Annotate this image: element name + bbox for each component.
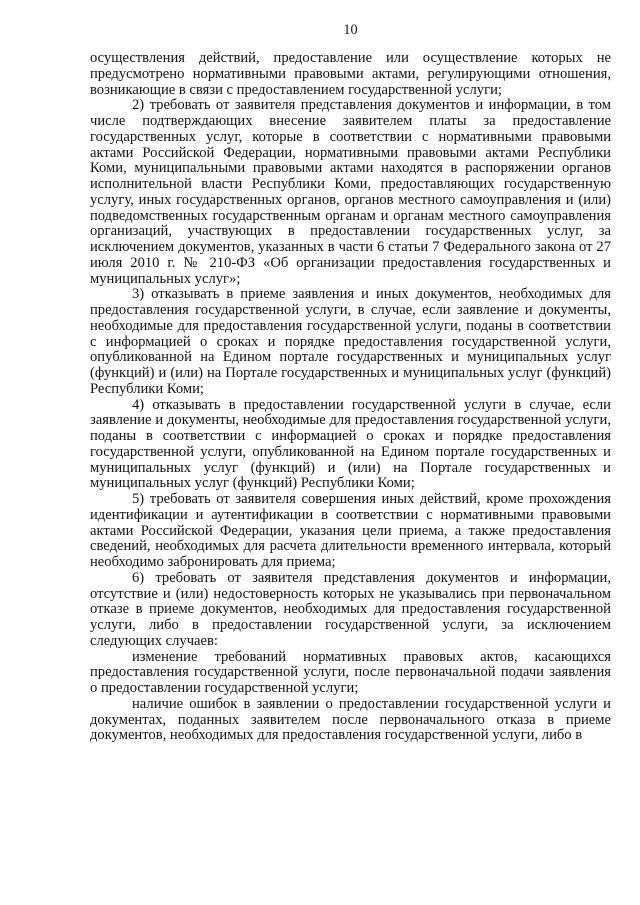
paragraph: осуществления действий, предоставление или осуществление которых не предусмотрено нормативными правовыми актами, регулирующими отношения, возникающие в связи с предоставлением государственной услуги; [90, 50, 611, 98]
paragraph: 6) требовать от заявителя представления документов и информации, отсутствие и (или) недостоверность которых не указывались при первоначальном отказе в приеме документов, необходимых для предоставления государственной услуги, либо в предоставлении государственной услуги, за исключением следующих случаев: [90, 569, 611, 649]
paragraph: 2) требовать от заявителя представления документов и информации, в том числе подтверждающих внесение заявителем платы за предоставление государственных услуг, которые в соответствии с нормативными правовыми актами Российской Федерации, нормативными правовыми актами Республики Коми, муниципальными правовыми актами находятся в распоряжении органов исполнительной власти Республики Коми, предоставляющих государственную услугу, иных государственных органов, органов местного самоуправления и (или) подведомственных государственным органам и органам местного самоуправления организаций, участвующих в предоставлении государственных услуг, за исключением документов, указанных в части 6 статьи 7 Федерального закона от 27 июля 2010 г. № 210-ФЗ «Об организации предоставления государственных и муниципальных услуг»; [90, 97, 611, 287]
document-page [90, 22, 611, 744]
document-body [90, 51, 611, 744]
paragraph: 5) требовать от заявителя совершения иных действий, кроме прохождения идентификации и аутентификации в соответствии с нормативными правовыми актами Российской Федерации, указания цели приема, а также предоставления сведений, необходимых для расчета длительности временного интервала, который необходимо забронировать для приема; [90, 491, 611, 570]
paragraph: изменение требований нормативных правовых актов, касающихся предоставления государственной услуги, после первоначальной подачи заявления о предоставлении государственной услуги; [90, 648, 611, 696]
paragraph: 4) отказывать в предоставлении государственной услуги в случае, если заявление и документы, необходимые для предоставления государственной услуги, поданы в соответствии с информацией о сроках и порядке предоставления государственной услуги, опубликованной на Едином портале государственных и муниципальных услуг (функций) и (или) на Портале государственных и муниципальных услуг (функций) Республики Коми; [90, 396, 611, 492]
paragraph: 3) отказывать в приеме заявления и иных документов, необходимых для предоставления государственной услуги, в случае, если заявление и документы, необходимые для предоставления государственной услуги, поданы в соответствии с информацией о сроках и порядке предоставления государственной услуги, опубликованной на Едином портале государственных и муниципальных услуг (функций) и (или) на Портале государственных и муниципальных услуг (функций) Республики Коми; [90, 286, 611, 397]
paragraph: наличие ошибок в заявлении о предоставлении государственной услуги и документах, поданных заявителем после первоначального отказа в приеме документов, необходимых для предоставления государственной услуги, либо в [90, 695, 611, 744]
page-number: 10 [343, 22, 358, 38]
